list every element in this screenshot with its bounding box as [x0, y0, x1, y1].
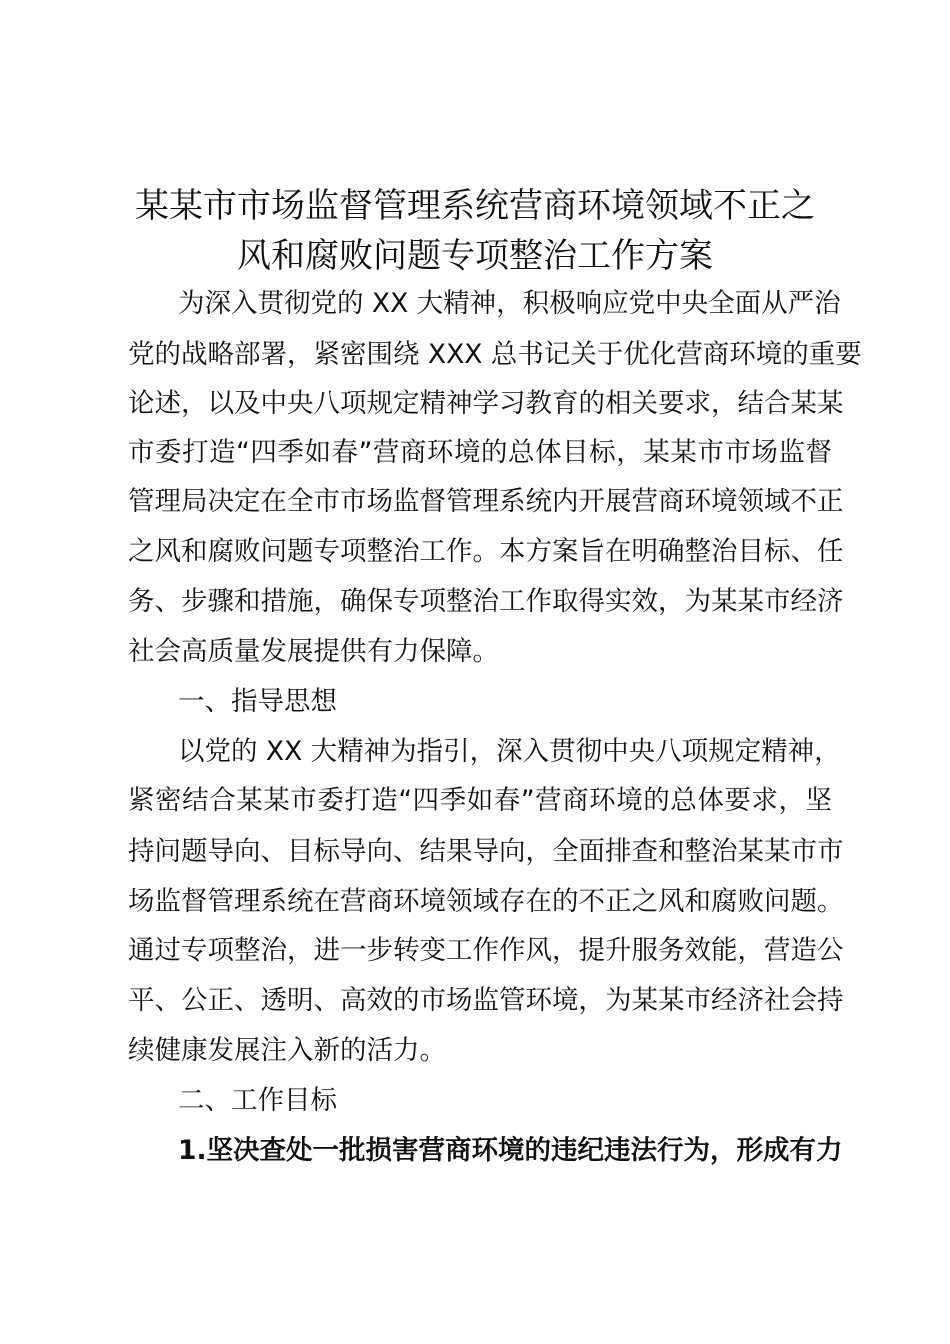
section1-line: 续健康发展注入新的活力。: [128, 1035, 446, 1066]
intro-line: 论述，以及中央八项规定精神学习教育的相关要求，结合某某: [128, 388, 844, 419]
section1-line: 紧密结合某某市委打造“四季如春”营商环境的总体要求，坚: [128, 785, 832, 816]
document-title-line-2: 风和腐败问题专项整治工作方案: [237, 236, 713, 276]
section1-line: 场监督管理系统在营商环境领域存在的不正之风和腐败问题。: [128, 886, 844, 917]
section1-line: 持问题导向、目标导向、结果导向，全面排查和整治某某市市: [128, 836, 844, 867]
goal-item-1: 1.坚决查处一批损害营商环境的违纪违法行为，形成有力: [178, 1135, 843, 1166]
intro-line: 为深入贯彻党的 XX 大精神，积极响应党中央全面从严治: [178, 288, 841, 319]
document-title-line-1: 某某市市场监督管理系统营商环境领域不正之: [135, 186, 815, 226]
section1-line: 以党的 XX 大精神为指引，深入贯彻中央八项规定精神，: [178, 736, 841, 767]
section-heading-guiding-ideology: 一、指导思想: [178, 686, 337, 717]
section-heading-work-goals: 二、工作目标: [178, 1085, 337, 1116]
intro-line: 党的战略部署，紧密围绕 XXX 总书记关于优化营商环境的重要: [128, 339, 862, 370]
intro-line: 务、步骤和措施，确保专项整治工作取得实效，为某某市经济: [128, 586, 844, 617]
section1-line: 通过专项整治，进一步转变工作作风，提升服务效能，营造公: [128, 935, 844, 966]
intro-line: 之风和腐败问题专项整治工作。本方案旨在明确整治目标、任: [128, 536, 844, 567]
section1-line: 平、公正、透明、高效的市场监管环境，为某某市经济社会持: [128, 985, 844, 1016]
intro-line: 社会高质量发展提供有力保障。: [128, 636, 499, 667]
intro-line: 市委打造“四季如春”营商环境的总体目标，某某市市场监督: [128, 437, 832, 468]
intro-line: 管理局决定在全市市场监督管理系统内开展营商环境领域不正: [128, 486, 844, 517]
